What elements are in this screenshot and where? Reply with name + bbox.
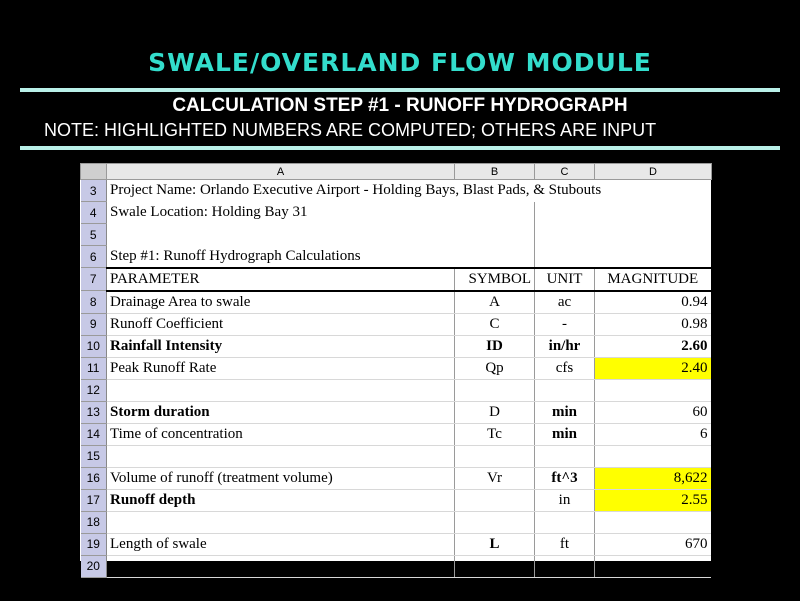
table-row [81,555,712,577]
table-header-row [81,268,712,291]
symbol-cell[interactable]: A [455,291,535,314]
magnitude-cell[interactable]: 2.60 [595,335,712,357]
cell[interactable] [107,555,455,577]
magnitude-cell[interactable]: 6 [595,423,712,445]
table-row [81,291,712,314]
row-header[interactable]: 6 [81,246,107,268]
cell[interactable] [595,511,712,533]
cell[interactable] [455,511,535,533]
symbol-cell[interactable]: Qp [455,357,535,379]
column-header-a[interactable]: A [107,164,455,180]
row-header[interactable]: 16 [81,467,107,489]
swale-location-cell[interactable]: Swale Location: Holding Bay 31 [110,204,308,220]
table-row [81,357,712,379]
unit-cell[interactable]: ac [535,291,595,314]
row-header[interactable]: 8 [81,291,107,314]
row-header[interactable]: 17 [81,489,107,511]
symbol-cell[interactable] [455,489,535,511]
row-header[interactable]: 12 [81,379,107,401]
unit-cell[interactable]: - [535,313,595,335]
spreadsheet-grid [80,163,713,578]
parameter-cell[interactable]: Time of concentration [107,423,455,445]
column-header-c[interactable]: C [535,164,595,180]
magnitude-header-cell[interactable]: MAGNITUDE [595,268,712,291]
parameter-cell[interactable]: Runoff Coefficient [107,313,455,335]
symbol-cell[interactable]: ID [455,335,535,357]
project-name-cell[interactable]: Project Name: Orlando Executive Airport - Holding Bays, Blast Pads, & Stubouts [110,182,602,199]
parameter-cell[interactable]: Volume of runoff (treatment volume) [107,467,455,489]
table-row [81,467,712,489]
table-row [81,379,712,401]
row-header[interactable]: 9 [81,313,107,335]
cell[interactable] [535,511,595,533]
cell[interactable] [455,445,535,467]
parameter-cell[interactable]: Peak Runoff Rate [107,357,455,379]
table-row [81,511,712,533]
table-row [81,180,712,202]
row-header[interactable]: 5 [81,224,107,246]
row-header[interactable]: 11 [81,357,107,379]
parameter-cell[interactable]: Runoff depth [107,489,455,511]
parameter-cell[interactable]: Storm duration [107,401,455,423]
row-header[interactable]: 4 [81,202,107,224]
computed-magnitude-cell[interactable]: 2.55 [595,489,712,511]
cell[interactable] [595,445,712,467]
magnitude-cell[interactable]: 0.94 [595,291,712,314]
unit-cell[interactable]: ft [535,533,595,555]
cell[interactable] [535,224,595,246]
unit-cell[interactable]: ft^3 [535,467,595,489]
step-heading-cell[interactable]: Step #1: Runoff Hydrograph Calculations [110,247,361,264]
cell[interactable] [107,224,455,246]
cell[interactable] [595,379,712,401]
table-row [81,313,712,335]
symbol-cell[interactable]: L [455,533,535,555]
row-header[interactable]: 14 [81,423,107,445]
column-header-row [81,164,712,180]
unit-header-cell[interactable]: UNIT [535,268,595,291]
cell[interactable] [535,445,595,467]
row-header[interactable]: 20 [81,555,107,577]
magnitude-cell[interactable]: 60 [595,401,712,423]
cell[interactable] [107,445,455,467]
row-header[interactable]: 10 [81,335,107,357]
computed-magnitude-cell[interactable]: 8,622 [595,467,712,489]
slide-subtitle: CALCULATION STEP #1 - RUNOFF HYDROGRAPH [172,95,628,116]
cell[interactable] [535,246,595,268]
row-header[interactable]: 3 [81,180,107,202]
table-row [81,246,712,268]
table-row [81,489,712,511]
unit-cell[interactable]: cfs [535,357,595,379]
cell[interactable] [455,246,535,268]
symbol-cell[interactable]: D [455,401,535,423]
column-header-d[interactable]: D [595,164,712,180]
spreadsheet [80,163,711,573]
parameter-cell[interactable]: Length of swale [107,533,455,555]
parameter-cell[interactable]: Drainage Area to swale [107,291,455,314]
table-row [81,202,712,224]
unit-cell[interactable]: min [535,423,595,445]
magnitude-cell[interactable]: 670 [595,533,712,555]
table-row [81,224,712,246]
cell[interactable] [455,379,535,401]
symbol-cell[interactable]: C [455,313,535,335]
table-row [81,335,712,357]
column-header-b[interactable]: B [455,164,535,180]
cell[interactable] [455,224,535,246]
top-divider [20,88,780,92]
parameter-cell[interactable]: Rainfall Intensity [107,335,455,357]
cell[interactable] [595,555,712,577]
unit-cell[interactable]: in [535,489,595,511]
slide-note: NOTE: HIGHLIGHTED NUMBERS ARE COMPUTED; OTHERS ARE INPUT [44,120,657,140]
slide-title: SWALE/OVERLAND FLOW MODULE [148,48,652,77]
cell[interactable] [595,202,712,224]
cell[interactable] [595,224,712,246]
unit-cell[interactable]: min [535,401,595,423]
table-row [81,445,712,467]
parameter-header-cell[interactable]: PARAMETER [107,268,455,291]
row-header[interactable]: 15 [81,445,107,467]
cell[interactable] [595,246,712,268]
cell[interactable] [107,379,455,401]
bottom-divider [20,146,780,150]
select-all-corner[interactable] [81,164,107,180]
symbol-header-cell[interactable]: SYMBOL [455,268,535,291]
symbol-cell[interactable]: Vr [455,467,535,489]
cell[interactable] [535,379,595,401]
table-row [81,401,712,423]
cell[interactable] [535,555,595,577]
row-header[interactable]: 13 [81,401,107,423]
cell[interactable] [455,555,535,577]
cell[interactable] [535,202,595,224]
row-header[interactable]: 19 [81,533,107,555]
magnitude-cell[interactable]: 0.98 [595,313,712,335]
unit-cell[interactable]: in/hr [535,335,595,357]
table-row [81,533,712,555]
computed-magnitude-cell[interactable]: 2.40 [595,357,712,379]
row-header[interactable]: 7 [81,268,107,291]
cell[interactable] [455,202,535,224]
row-header[interactable]: 18 [81,511,107,533]
cell[interactable] [107,511,455,533]
table-row [81,423,712,445]
symbol-cell[interactable]: Tc [455,423,535,445]
